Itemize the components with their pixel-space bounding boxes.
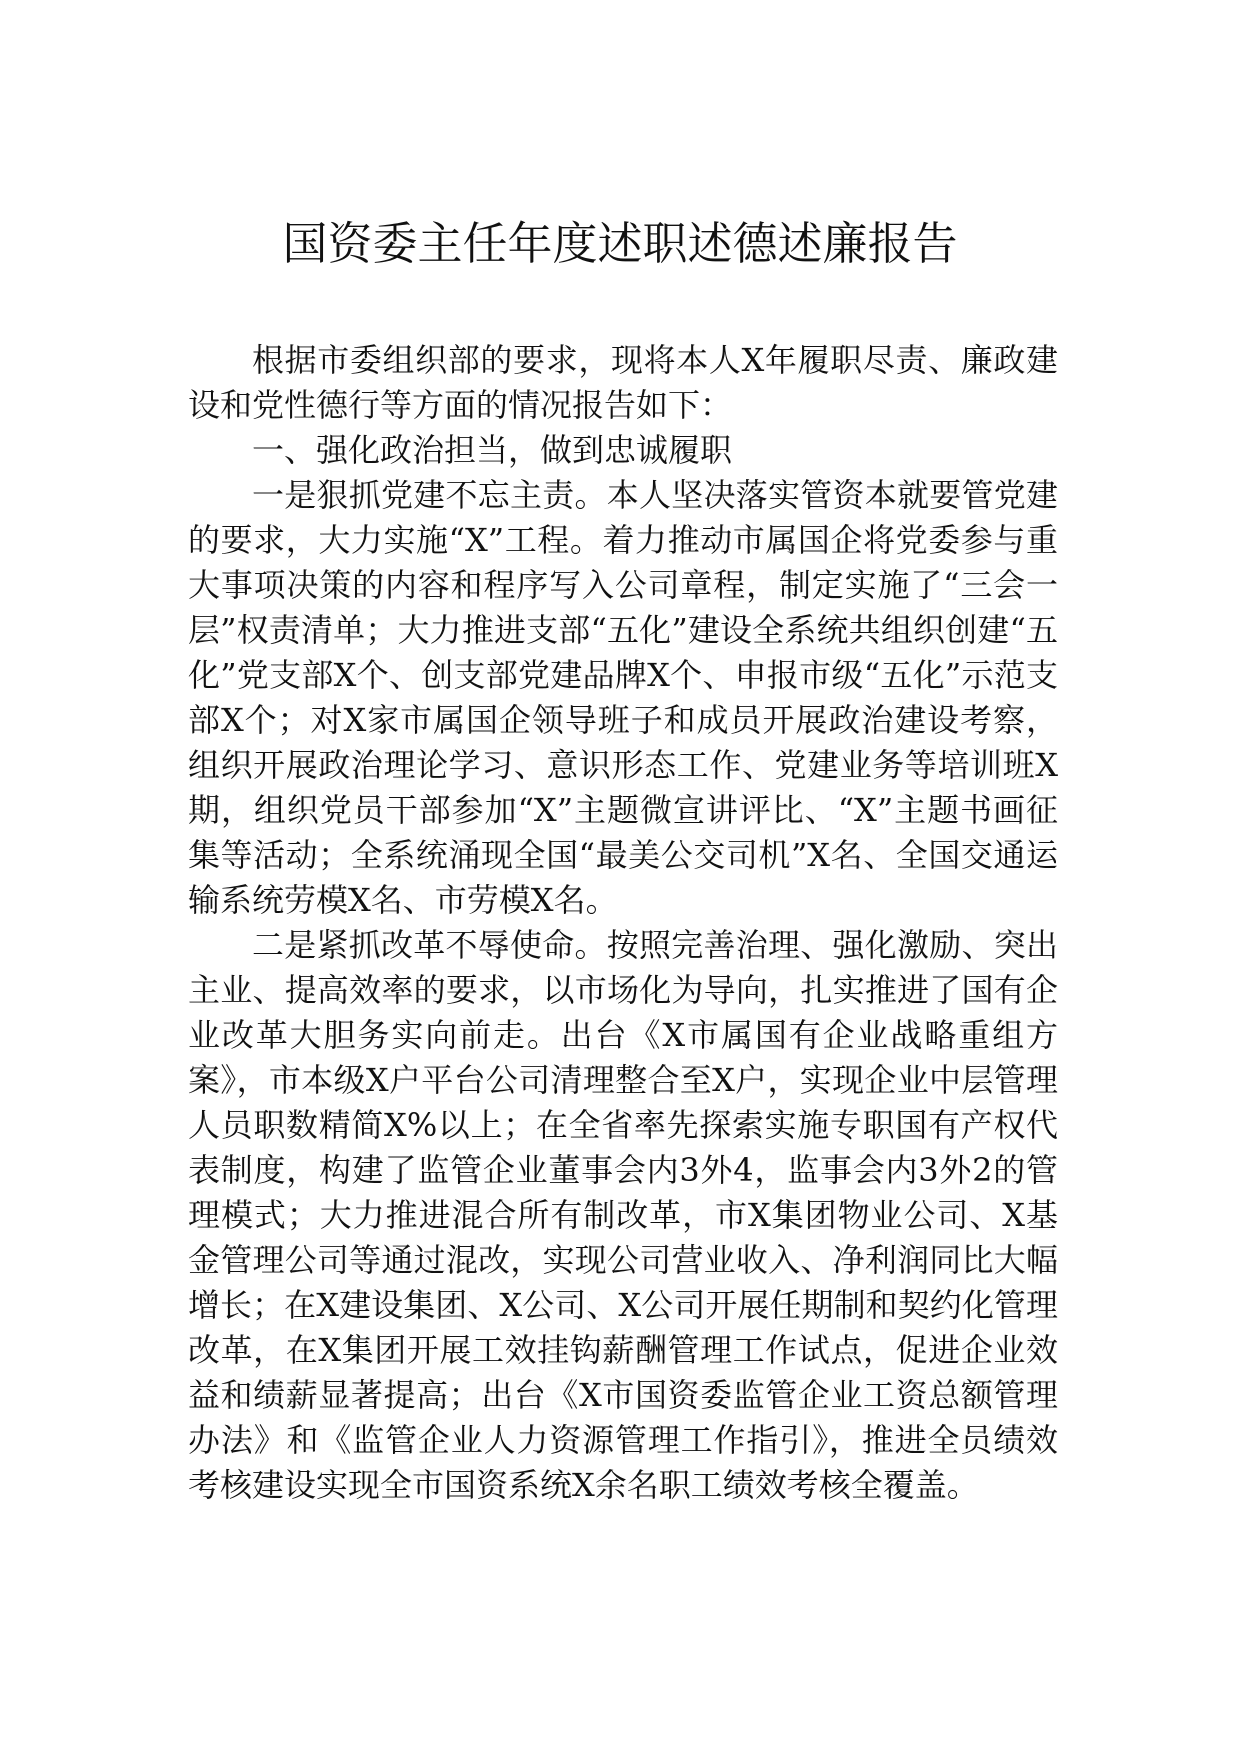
document-body	[188, 338, 1058, 1508]
body-paragraph-party-building: 一是狠抓党建不忘主责。本人坚决落实管资本就要管党建的要求，大力实施“X”工程。着力推动市属国企将党委参与重大事项决策的内容和程序写入公司章程，制定实施了“三会一层”权责清单；大力推进支部“五化”建设全系统共组织创建“五化”党支部X个、创支部党建品牌X个、申报市级“五化”示范支部X个；对X家市属国企领导班子和成员开展政治建设考察，组织开展政治理论学习、意识形态工作、党建业务等培训班X期，组织党员干部参加“X”主题微宣讲评比、“X”主题书画征集等活动；全系统涌现全国“最美公交司机”X名、全国交通运输系统劳模X名、市劳模X名。	[188, 476, 1058, 919]
intro-paragraph: 根据市委组织部的要求，现将本人X年履职尽责、廉政建设和党性德行等方面的情况报告如下：	[188, 341, 1058, 424]
document-title: 国资委主任年度述职述德述廉报告	[282, 217, 958, 270]
section-heading-1: 一、强化政治担当，做到忠诚履职	[252, 431, 733, 469]
body-paragraph-reform: 二是紧抓改革不辱使命。按照完善治理、强化激励、突出主业、提高效率的要求，以市场化为导向，扎实推进了国有企业改革大胆务实向前走。出台《X市属国有企业战略重组方案》，市本级X户平台公司清理整合至X户，实现企业中层管理人员职数精简X%以上；在全省率先探索实施专职国有产权代表制度，构建了监管企业董事会内3外4，监事会内3外2的管理模式；大力推进混合所有制改革，市X集团物业公司、X基金管理公司等通过混改，实现公司营业收入、净利润同比大幅增长；在X建设集团、X公司、X公司开展任期制和契约化管理改革，在X集团开展工效挂钩薪酬管理工作试点，促进企业效益和绩薪显著提高；出台《X市国资委监管企业工资总额管理办法》和《监管企业人力资源管理工作指引》，推进全员绩效考核建设实现全市国资系统X余名职工绩效考核全覆盖。	[188, 926, 1058, 1504]
